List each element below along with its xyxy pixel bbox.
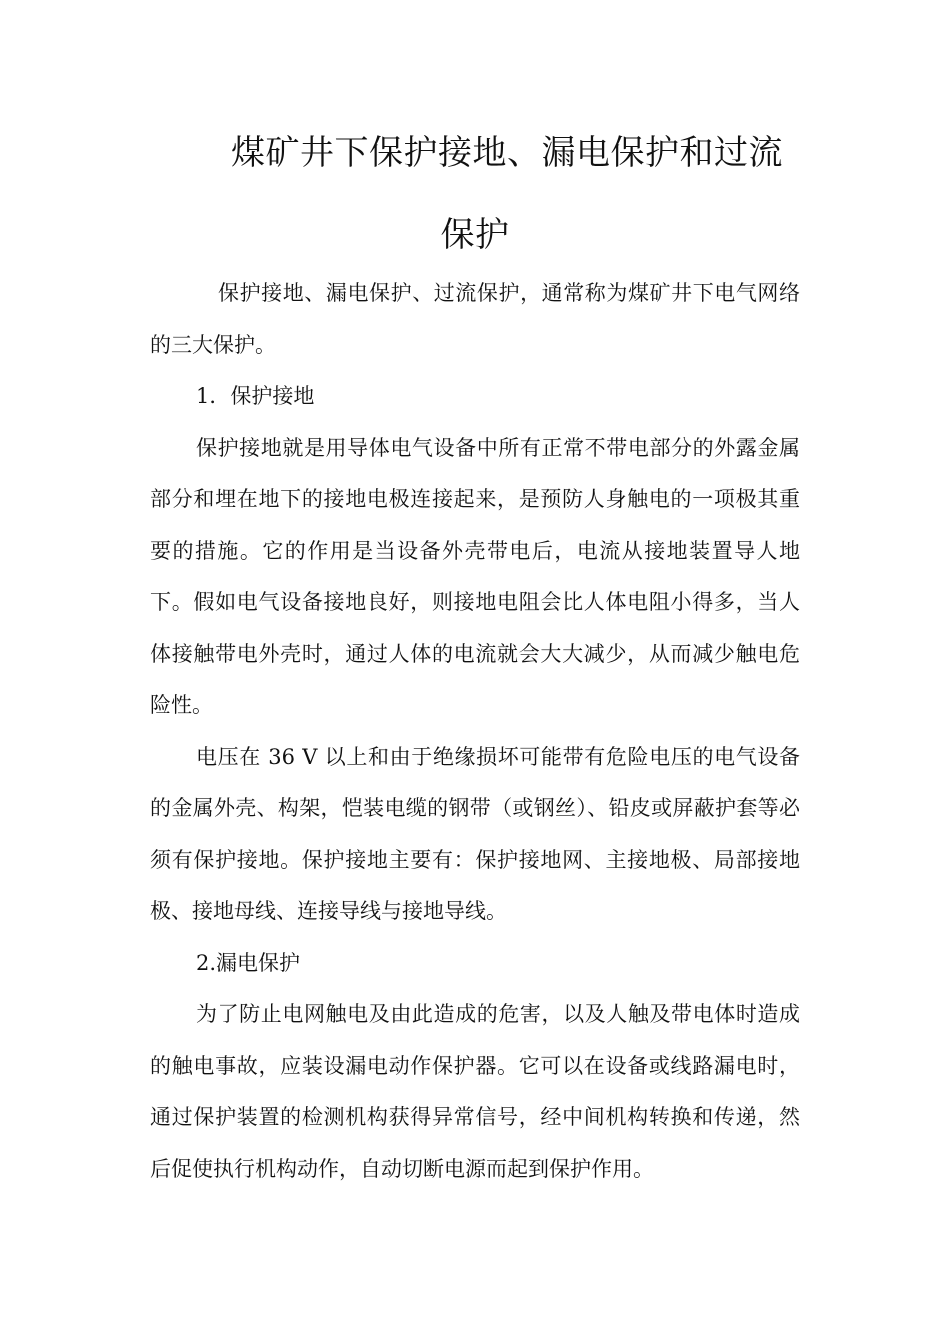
section-heading-grounding: 1．保护接地 xyxy=(196,384,315,408)
document-body xyxy=(150,268,800,1195)
document-title: 煤矿井下保护接地、漏电保护和过流保护 xyxy=(231,133,783,255)
paragraph-grounding-definition: 保护接地就是用导体电气设备中所有正常不带电部分的外露金属部分和埋在地下的接地电极连接起来，是预防人身触电的一项极其重要的措施。它的作用是当设备外壳带电后，电流从接地装置导人地下。假如电气设备接地良好，则接地电阻会比人体电阻小得多，当人体接触带电外壳时，通过人体的电流就会大大减少，从而减少触电危险性。 xyxy=(150,435,800,717)
paragraph-grounding-requirements: 电压在 36 V 以上和由于绝缘损坏可能带有危险电压的电气设备的金属外壳、构架，恺装电缆的钢带（或钢丝）、铅皮或屏蔽护套等必须有保护接地。保护接地主要有：保护接地网、主接地极、局部接地极、接地母线、连接导线与接地导线。 xyxy=(150,744,800,923)
intro-paragraph: 保护接地、漏电保护、过流保护，通常称为煤矿井下电气网络的三大保护。 xyxy=(150,281,800,357)
section-heading-leakage: 2.漏电保护 xyxy=(196,950,301,975)
paragraph-leakage-protection: 为了防止电网触电及由此造成的危害，以及人触及带电体时造成的触电事故，应装设漏电动作保护器。它可以在设备或线路漏电时，通过保护装置的检测机构获得异常信号，经中间机构转换和传递，然后促使执行机构动作，自动切断电源而起到保护作用。 xyxy=(150,1002,800,1181)
